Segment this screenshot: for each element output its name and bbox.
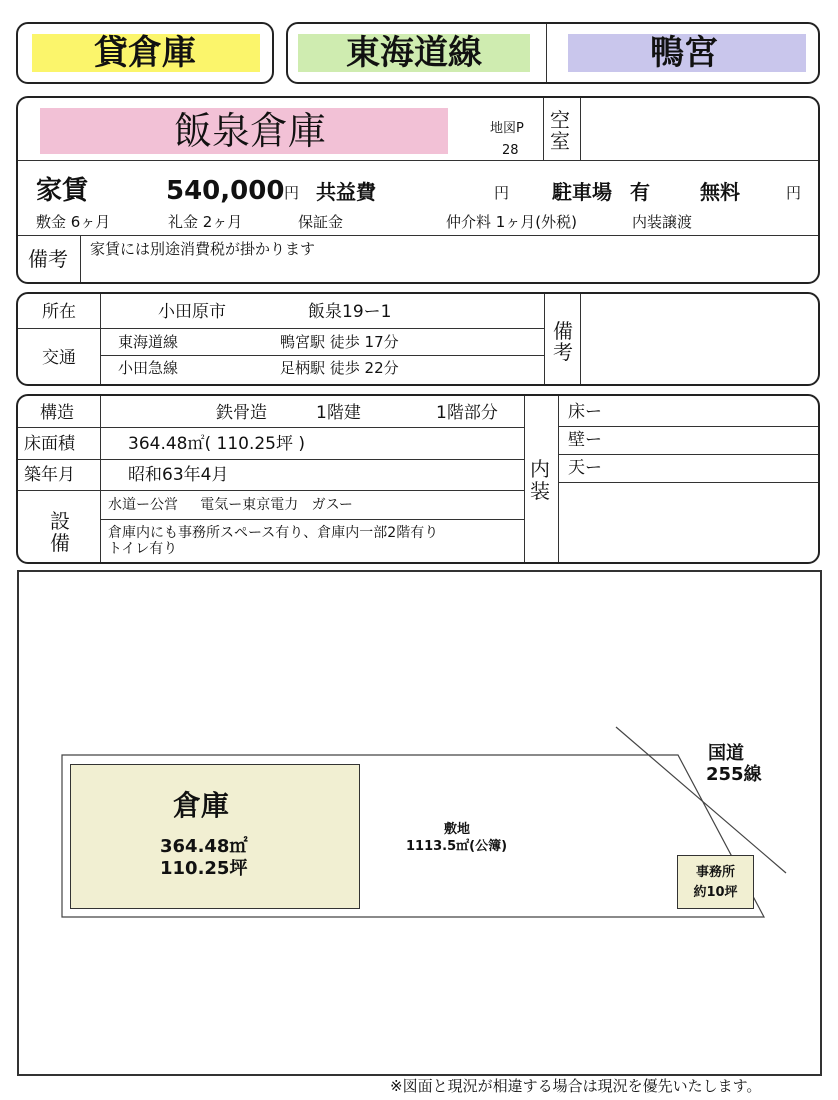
- traffic-label: 交通: [42, 348, 76, 368]
- route1-line: 東海道線: [118, 333, 179, 351]
- road-name: 国道: [708, 743, 744, 764]
- office-label: 事務所: [695, 865, 735, 880]
- site-label: 敷地: [444, 822, 471, 837]
- deposit: 敷金 6ヶ月: [36, 213, 111, 231]
- map-page: 28: [502, 143, 519, 158]
- structure-label: 構造: [40, 403, 74, 423]
- warehouse-tsubo: 110.25坪: [160, 858, 248, 879]
- address-city: 小田原市: [158, 302, 226, 322]
- interior-label: 内装: [530, 457, 550, 503]
- built-value: 昭和63年4月: [128, 465, 229, 485]
- common-fee-label: 共益費: [316, 180, 376, 204]
- parking-fee: 無料: [700, 180, 740, 204]
- property-title: 飯泉倉庫: [173, 109, 326, 153]
- route2-line: 小田急線: [118, 359, 179, 377]
- built-label: 築年月: [24, 465, 75, 485]
- common-fee-yen: 円: [494, 184, 510, 202]
- rent-value: 540,000: [166, 176, 285, 206]
- rent-label: 家賃: [36, 176, 89, 206]
- rent-yen: 円: [284, 184, 300, 202]
- warehouse-sqm: 364.48㎡: [160, 836, 248, 857]
- key-money: 礼金 2ヶ月: [168, 213, 243, 231]
- line-label: 東海道線: [346, 33, 482, 73]
- route1-access: 鴨宮駅 徒歩 17分: [280, 333, 399, 351]
- route2-access: 足柄駅 徒歩 22分: [280, 359, 399, 377]
- vacancy-label: 空室: [550, 108, 570, 153]
- guarantee: 保証金: [298, 213, 344, 231]
- location-remarks-label: 備考: [553, 319, 573, 364]
- road-line: [616, 727, 786, 873]
- station-label: 鴨宮: [650, 33, 718, 73]
- remarks-label: 備考: [28, 247, 68, 271]
- parking-label: 駐車場: [552, 180, 612, 204]
- address-detail: 飯泉19ー1: [308, 302, 392, 322]
- equipment-label: 設備: [50, 509, 70, 555]
- interior-floor: 床ー: [568, 402, 602, 422]
- area-label: 床面積: [24, 434, 75, 454]
- parking-value: 有: [630, 180, 650, 204]
- brokerage: 仲介料 1ヶ月(外税): [446, 213, 578, 231]
- equipment-note-1: 倉庫内にも事務所スペース有り、倉庫内一部2階有り: [108, 525, 439, 541]
- office-size: 約10坪: [693, 885, 738, 900]
- interior-wall: 壁ー: [568, 430, 602, 450]
- map-label: 地図P: [490, 121, 524, 136]
- remarks-text: 家賃には別途消費税が掛かります: [90, 240, 316, 258]
- office-block: [677, 855, 754, 909]
- interior-transfer: 内装譲渡: [632, 213, 693, 231]
- footer-note: ※図面と現況が相違する場合は現況を優先いたします。: [390, 1077, 762, 1095]
- address-label: 所在: [42, 302, 76, 322]
- structure-value: 鉄骨造: [216, 403, 267, 423]
- site-area: 1113.5㎡(公簿): [406, 839, 508, 854]
- interior-ceiling: 天ー: [568, 458, 602, 478]
- category-label: 貸倉庫: [94, 33, 196, 73]
- utilities: 水道ー公営 電気ー東京電力 ガスー: [108, 497, 353, 513]
- part-value: 1階部分: [436, 403, 498, 423]
- parking-yen: 円: [786, 184, 802, 202]
- area-value: 364.48㎡( 110.25坪 ): [128, 434, 306, 454]
- equipment-note-2: トイレ有り: [108, 541, 178, 557]
- warehouse-label: 倉庫: [173, 789, 230, 822]
- floors-value: 1階建: [316, 403, 361, 423]
- road-number: 255線: [706, 764, 762, 785]
